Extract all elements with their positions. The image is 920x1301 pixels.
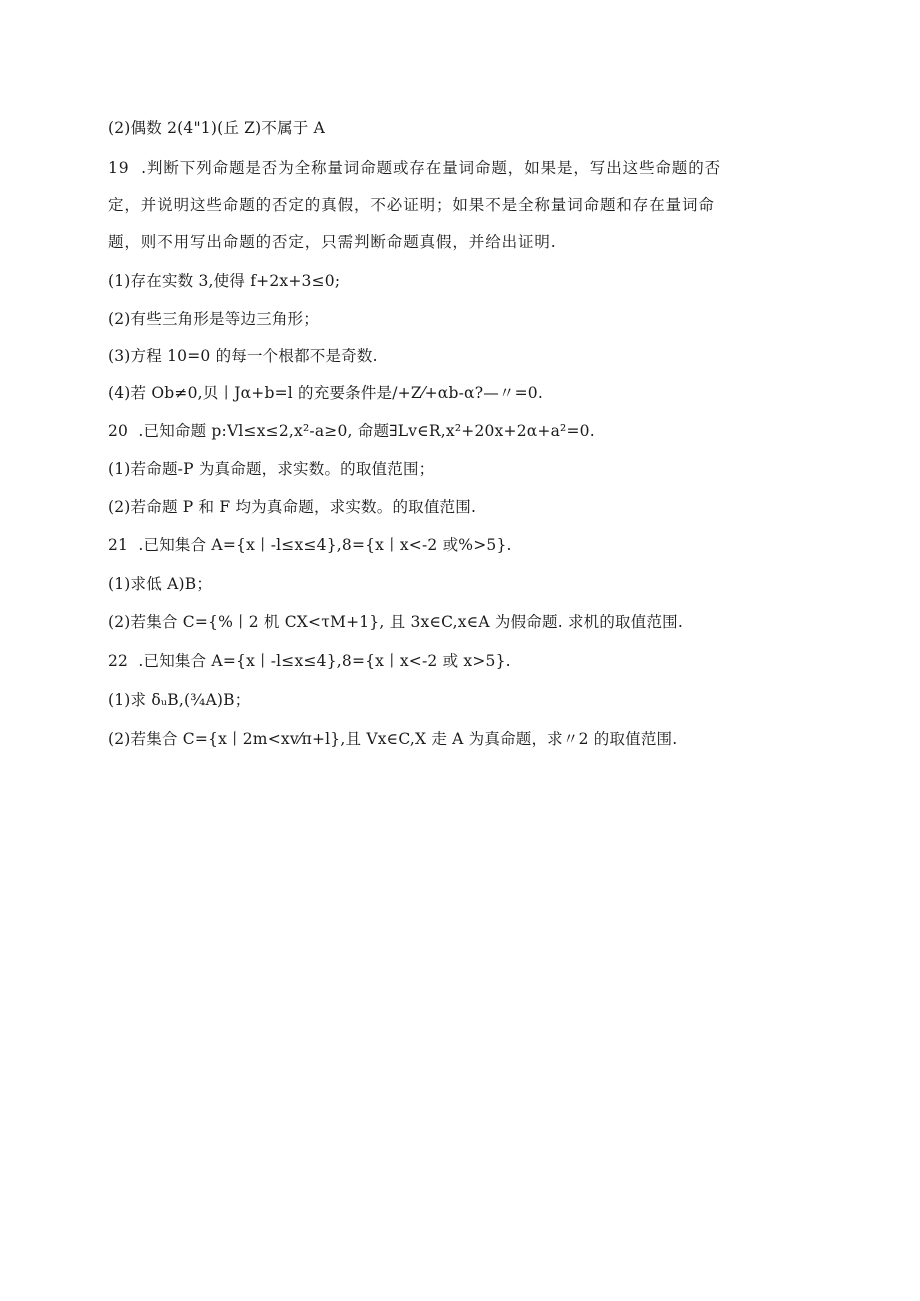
q19-stem-line1: 19 .判断下列命题是否为全称量词命题或存在量词命题，如果是，写出这些命题的否 — [108, 159, 722, 177]
q19-part3-text: (3)方程 10=0 的每一个根都不是奇数. — [108, 347, 378, 365]
q20-stem: 20 .已知命题 p:Vl≤x≤2,x²-a≥0, 命题∃Lv∈R,x²+20x+2α+a²=0. — [108, 422, 595, 440]
q18-part2-text: (2)偶数 2(4"1)(丘 Z)不属于 A — [108, 119, 326, 137]
q20-part2-text: (2)若命题 P 和 F 均为真命题，求实数。的取值范围. — [108, 498, 477, 516]
q19-part1-text: (1)存在实数 3,使得 f+2x+3≤0; — [108, 272, 341, 290]
q22-part1-text: (1)求 δᵤB,(¾A)B； — [108, 691, 251, 709]
q20-part1-text: (1)若命题-P 为真命题，求实数。的取值范围； — [108, 460, 435, 478]
q21-stem: 21 .已知集合 A={x丨-l≤x≤4},8={x丨x<-2 或%>5}. — [108, 536, 512, 554]
q19-part4-text: (4)若 Ob≠0,贝丨Jα+b=l 的充要条件是/+Z⁄+αb-α?—〃=0. — [108, 384, 543, 402]
q21-part1-text: (1)求低 A)B； — [108, 575, 213, 593]
q22-stem: 22 .已知集合 A={x丨-l≤x≤4},8={x丨x<-2 或 x>5}. — [108, 652, 511, 670]
q21-part2-text: (2)若集合 C={%丨2 机 CX<τM+1}, 且 3x∈C,x∈A 为假命题. 求机的取值范围. — [108, 613, 683, 631]
q19-stem-line2: 定，并说明这些命题的否定的真假，不必证明；如果不是全称量词命题和存在量词命 — [108, 196, 715, 214]
q19-part2-text: (2)有些三角形是等边三角形； — [108, 310, 319, 328]
q22-part2-text: (2)若集合 C={x丨2m<xv⁄π+l},且 Vx∈C,X 走 A 为真命题，求〃2 的取值范围. — [108, 730, 678, 748]
q19-stem-line3: 题，则不用写出命题的否定，只需判断命题真假，并给出证明. — [108, 233, 557, 251]
